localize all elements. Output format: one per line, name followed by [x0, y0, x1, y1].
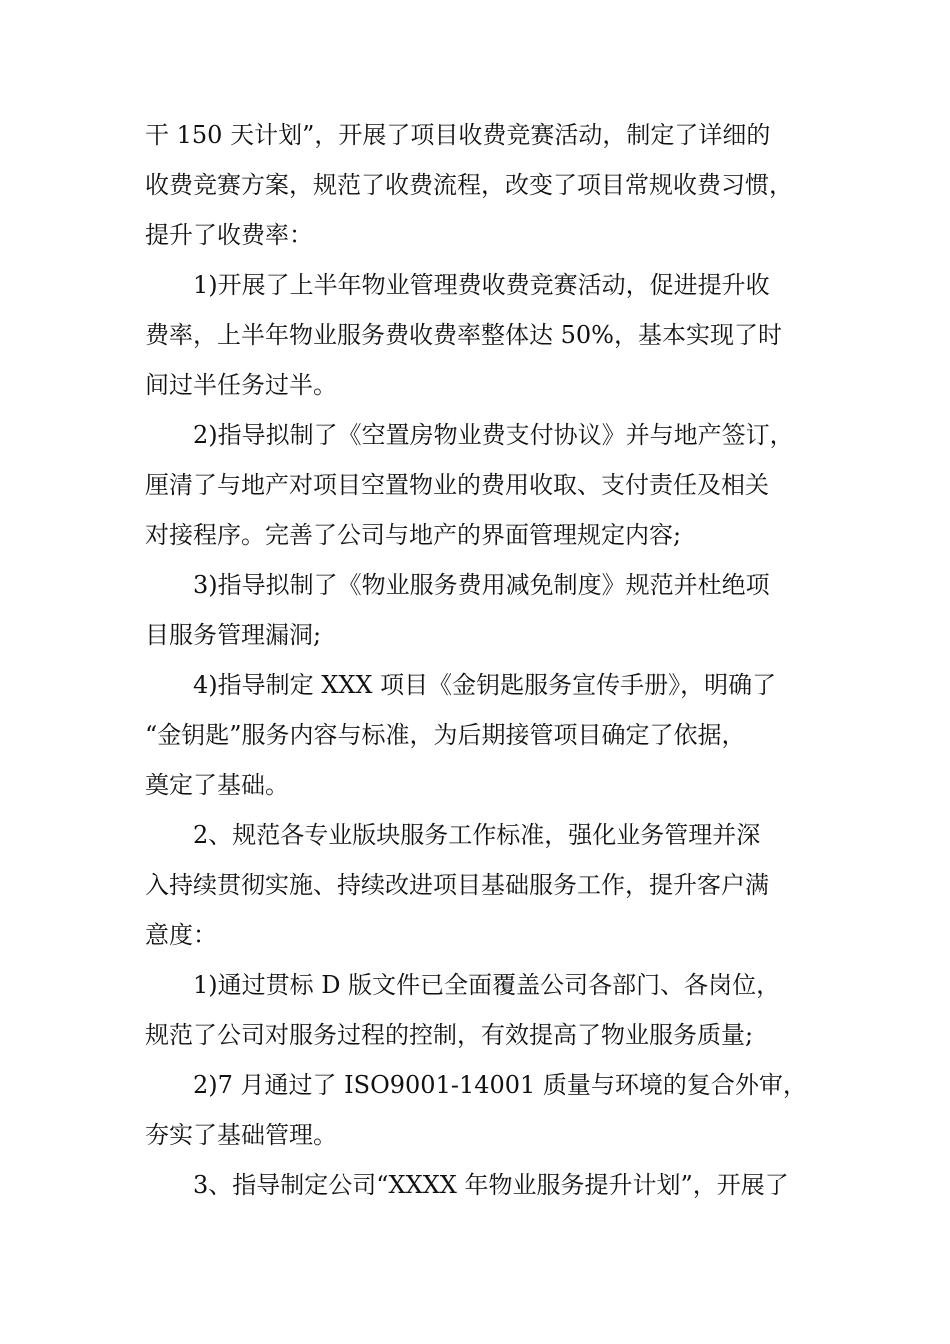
body-line: 4)指导制定 XXX 项目《金钥匙服务宣传手册》，明确了 — [193, 671, 777, 699]
body-line: 干 150 天计划”，开展了项目收费竞赛活动，制定了详细的 — [145, 121, 771, 149]
body-line: 2)7 月通过了 ISO9001-14001 质量与环境的复合外审， — [193, 1071, 807, 1099]
body-line: 1)通过贯标 D 版文件已全面覆盖公司各部门、各岗位， — [193, 971, 781, 999]
body-line: 3)指导拟制了《物业服务费用减免制度》规范并杜绝项 — [193, 571, 770, 599]
body-line: 厘清了与地产对项目空置物业的费用收取、支付责任及相关 — [145, 471, 769, 499]
body-line: 间过半任务过半。 — [145, 371, 337, 399]
body-line: 规范了公司对服务过程的控制，有效提高了物业服务质量; — [145, 1021, 754, 1049]
body-line: 收费竞赛方案，规范了收费流程，改变了项目常规收费习惯， — [145, 171, 793, 199]
body-line: 目服务管理漏洞; — [145, 621, 322, 649]
body-line: 2、规范各专业版块服务工作标准，强化业务管理并深 — [193, 821, 761, 849]
body-line: 夯实了基础管理。 — [145, 1121, 337, 1149]
body-line: 奠定了基础。 — [145, 771, 289, 799]
body-line: 入持续贯彻实施、持续改进项目基础服务工作，提升客户满 — [145, 871, 769, 899]
document-body — [145, 110, 810, 1210]
body-line: 2)指导拟制了《空置房物业费支付协议》并与地产签订， — [193, 421, 794, 449]
body-line: 1)开展了上半年物业管理费收费竞赛活动，促进提升收 — [193, 271, 770, 299]
body-line: 费率，上半年物业服务费收费率整体达 50%，基本实现了时 — [145, 321, 782, 349]
body-line: 提升了收费率： — [145, 221, 313, 249]
body-line: 3、指导制定公司“XXXX 年物业服务提升计划”，开展了 — [193, 1171, 789, 1199]
body-line: 意度： — [145, 921, 217, 949]
body-line: “金钥匙”服务内容与标准，为后期接管项目确定了依据， — [145, 721, 746, 749]
body-line: 对接程序。完善了公司与地产的界面管理规定内容; — [145, 521, 682, 549]
